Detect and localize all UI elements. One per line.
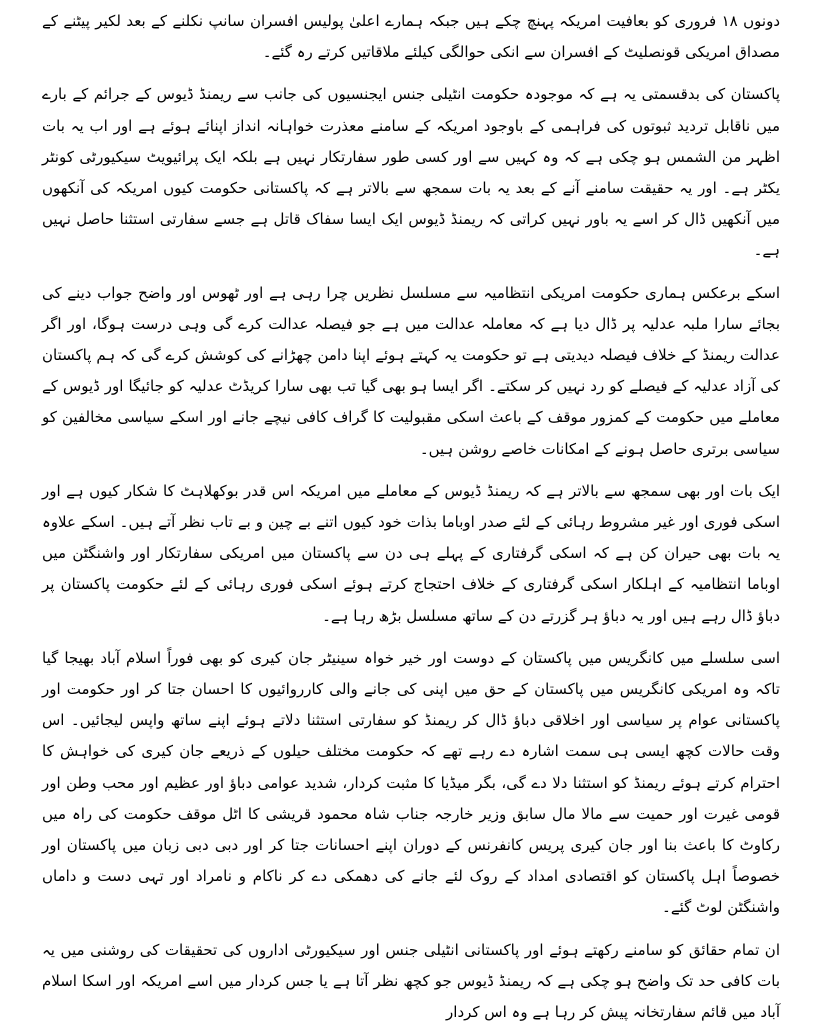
article-paragraph-5: اسی سلسلے میں کانگریس میں پاکستان کے دوست اور خیر خواہ سینیٹر جان کیری کو بھی فوراً اسلام آباد بھیجا گیا تاکہ وہ امریکی کانگریس میں پاکستان کے حق میں اپنی کی جانے والی کارروائیوں کا احسان جتا کر اور حکومت اور پاکستانی عوام پر سیاسی اور اخلاقی دباؤ ڈال کر ریمنڈ کو سفارتی استثنا دلاتے ہوئے اپنے ساتھ واپس لیجائیں۔ اس وقت حالات کچھ ایسی ہی سمت اشارہ دے رہے تھے کہ حکومت مختلف حیلوں کے ذریعے جان کیری کی خواہش کا احترام کرتے ہوئے ریمنڈ کو استثنا دلا دے گی، بگر میڈیا کا مثبت کردار، شدید عوامی دباؤ اور عظیم اور محب وطن اور قومی غیرت اور حمیت سے مالا مال سابق وزیر خارجہ جناب شاہ محمود قریشی کا اٹل موقف حکومت کی راہ میں رکاوٹ کا باعث بنا اور جان کیری پریس کانفرنس کے دوران اپنے احسانات جتا کر اور دبی دبی زبان میں پاکستان اور خصوصاً اہل پاکستان کو اقتصادی امداد کے روک لئے جانے کی دھمکی دے کر ناکام و نامراد اور تہی دست و داماں واشنگٹن لوٹ گئے۔ <box>42 648 780 917</box>
article-paragraph-4: ایک بات اور بھی سمجھ سے بالاتر ہے کہ ریمنڈ ڈیوس کے معاملے میں امریکہ اس قدر بوکھلاہٹ کا شکار کیوں ہے اور اسکی فوری اور غیر مشروط رہائی کے لئے صدر اوباما بذات خود کیوں اتنے بے چین و بے تاب نظر آتے ہیں۔ اسکے علاوہ یہ بات بھی حیران کن ہے کہ اسکی گرفتاری کے پہلے ہی دن سے پاکستان میں امریکی سفارتکار اور واشنگٹن میں اوباما انتظامیہ کے اہلکار اسکی گرفتاری کے خلاف احتجاج کرتے ہوئے اسکی فوری رہائی کے لئے حکومت پاکستان پر دباؤ ڈال رہے ہیں اور یہ دباؤ ہر گزرتے دن کے ساتھ مسلسل بڑھ رہا ہے۔ <box>42 481 780 625</box>
article-paragraph-2: پاکستان کی بدقسمتی یہ ہے کہ موجودہ حکومت انٹیلی جنس ایجنسیوں کی جانب سے ریمنڈ ڈیوس کے جرائم کے بارے میں ناقابل تردید ثبوتوں کی فراہمی کے باوجود امریکہ کے سامنے معذرت خواہانہ انداز اپنائے ہوئے ہے اور اب یہ بات اظہر من الشمس ہو چکی ہے کہ وہ کہیں سے اور کسی طور سفارتکار نہیں ہے بلکہ ایک پرائیویٹ سیکیورٹی کونٹر یکٹر ہے۔ اور یہ حقیقت سامنے آنے کے بعد یہ بات سمجھ سے بالاتر ہے کہ پاکستانی حکومت کیوں امریکہ کی آنکھوں میں آنکھیں ڈال کر اسے یہ باور نہیں کراتی کہ ریمنڈ ڈیوس ایک ایسا سفاک قاتل ہے جسے سفارتی استثنا حاصل نہیں ہے۔ <box>42 85 780 260</box>
article-paragraph-3: اسکے برعکس ہماری حکومت امریکی انتظامیہ سے مسلسل نظریں چرا رہی ہے اور ٹھوس اور واضح جواب دینے کی بجائے سارا ملبہ عدلیہ پر ڈال دیا ہے کہ معاملہ عدالت میں ہے جو فیصلہ عدالت کرے گی وہی درست ہوگا، اور اگر عدالت ریمنڈ کے خلاف فیصلہ دیدیتی ہے تو حکومت یہ کہتے ہوئے اپنا دامن چھڑانے کی کوشش کرے گی کہ ہم پاکستان کی آزاد عدلیہ کے فیصلے کو رد نہیں کر سکتے۔ اگر ایسا ہو بھی گیا تب بھی سارا کریڈٹ عدلیہ کو جائیگا اور ڈیوس کے معاملے میں حکومت کے کمزور موقف کے باعث اسکی مقبولیت کا گراف کافی نیچے جانے اور اسکے سیاسی مخالفین کو سیاسی برتری حاصل ہونے کے امکانات خاصے روشن ہیں۔ <box>42 283 780 458</box>
article-paragraph-1: دونوں ۱۸ فروری کو بعافیت امریکہ پہنچ چکے ہیں جبکہ ہمارے اعلیٰ پولیس افسران سانپ نکلنے کے بعد لکیر پیٹنے کے مصداق امریکی قونصلیٹ کے افسران سے انکی حوالگی کیلئے ملاقاتیں کرتے رہ گئے۔ <box>42 12 781 62</box>
article-paragraph-6: ان تمام حقائق کو سامنے رکھتے ہوئے اور پاکستانی انٹیلی جنس اور سیکیورٹی اداروں کی تحقیقات کی روشنی میں یہ بات کافی حد تک واضح ہو چکی ہے کہ ریمنڈ ڈیوس جو کچھ نظر آتا ہے یا جس کردار میں اسے امریکہ اور اسکا اسلام آباد میں قائم سفارتخانہ پیش کر رہا ہے وہ اس کردار <box>42 940 780 1022</box>
